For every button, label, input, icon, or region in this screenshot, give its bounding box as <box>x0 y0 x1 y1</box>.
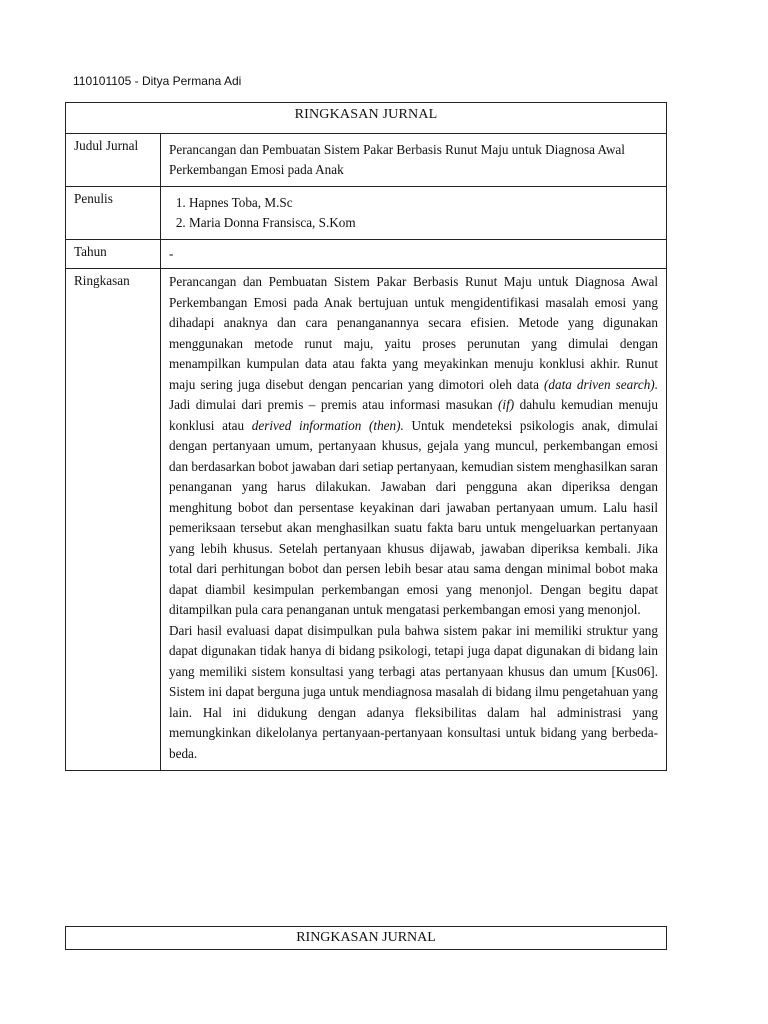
table-title-2: RINGKASAN JURNAL <box>66 927 667 950</box>
penulis-label: Penulis <box>66 187 161 240</box>
ringkasan-label: Ringkasan <box>66 269 161 771</box>
table-title: RINGKASAN JURNAL <box>66 103 667 134</box>
penulis-value <box>161 187 667 240</box>
author-item: 2. Maria Donna Fransisca, S.Kom <box>189 213 658 234</box>
author-item: 1. Hapnes Toba, M.Sc <box>189 193 658 214</box>
summary-text: Perancangan dan Pembuatan Sistem Pakar Berbasis Runut Maju untuk Diagnosa Awal Perkembangan Emosi pada Anak bertujuan untuk mengidentifikasi masalah emosi yang dihadapi anaknya dan cara penanganannya secara efisien. Metode yang digunakan menggunakan metode runut maju, yaitu proses perunutan yang dimulai dengan menampilkan kumpulan data atau fakta yang meyakinkan menuju konklusi akhir. Runut maju sering juga disebut dengan pencarian yang dimotori oleh data <box>169 274 658 392</box>
summary-paragraph-1 <box>169 272 658 621</box>
table-row <box>66 240 667 269</box>
table-row <box>66 134 667 187</box>
table-row <box>66 269 667 771</box>
summary-italic: (data driven search). <box>544 376 658 392</box>
table-row <box>66 187 667 240</box>
tahun-label: Tahun <box>66 240 161 269</box>
ringkasan-value <box>161 269 667 771</box>
journal-summary-table-2 <box>65 926 667 950</box>
judul-label: Judul Jurnal <box>66 134 161 187</box>
summary-paragraph-2: Dari hasil evaluasi dapat disimpulkan pula bahwa sistem pakar ini memiliki struktur yang dapat digunakan tidak hanya di bidang psikologi, tetapi juga dapat digunakan di bidang lain yang memiliki sistem konsultasi yang terbagi atas pertanyaan khusus dan umum [Kus06]. Sistem ini dapat berguna juga untuk mendiagnosa masalah di bidang ilmu pengetahuan yang lain. Hal ini didukung dengan adanya fleksibilitas dalam hal administrasi yang memungkinkan dikelolanya pertanyaan-pertanyaan konsultasi untuk bidang yang berbeda-beda. <box>169 622 658 761</box>
author-list <box>169 193 658 234</box>
journal-summary-table <box>65 102 667 771</box>
summary-italic: derived information (then). <box>251 417 404 433</box>
summary-text: Jadi dimulai dari premis – premis atau informasi masukan <box>169 397 499 412</box>
summary-text: dahulu kemudian menuju konklusi atau <box>169 397 658 433</box>
judul-value: Perancangan dan Pembuatan Sistem Pakar Berbasis Runut Maju untuk Diagnosa Awal Perkembangan Emosi pada Anak <box>161 134 667 187</box>
summary-text: Untuk mendeteksi psikologis anak, dimulai dengan pertanyaan umum, pertanyaan khusus, gejala yang muncul, perkembangan emosi dan berdasarkan bobot jawaban dari setiap pertanyaan, kemudian sistem menghasilkan saran penanganan yang harus dilakukan. Jawaban dari pengguna akan diperiksa dengan menghitung bobot dan persentase keyakinan dari jawaban pertanyaan umum. Lalu hasil pemeriksaan tersebut akan menghasilkan suatu fakta baru untuk mengeluarkan pertanyaan yang lebih khusus. Setelah pertanyaan khusus dijawab, jawaban diperiksa kembali. Jika total dari perhitungan bobot dan persen lebih besar atau sama dengan minimal bobot maka dapat diambil kesimpulan perkembangan emosi yang menonjol. Dengan begitu dapat ditampilkan pula cara penanganan untuk mengatasi perkembangan emosi yang menonjol. <box>169 417 659 617</box>
student-id-name: 110101105 - Ditya Permana Adi <box>73 74 242 88</box>
summary-italic: (if) <box>498 397 515 412</box>
tahun-value: - <box>161 240 667 269</box>
